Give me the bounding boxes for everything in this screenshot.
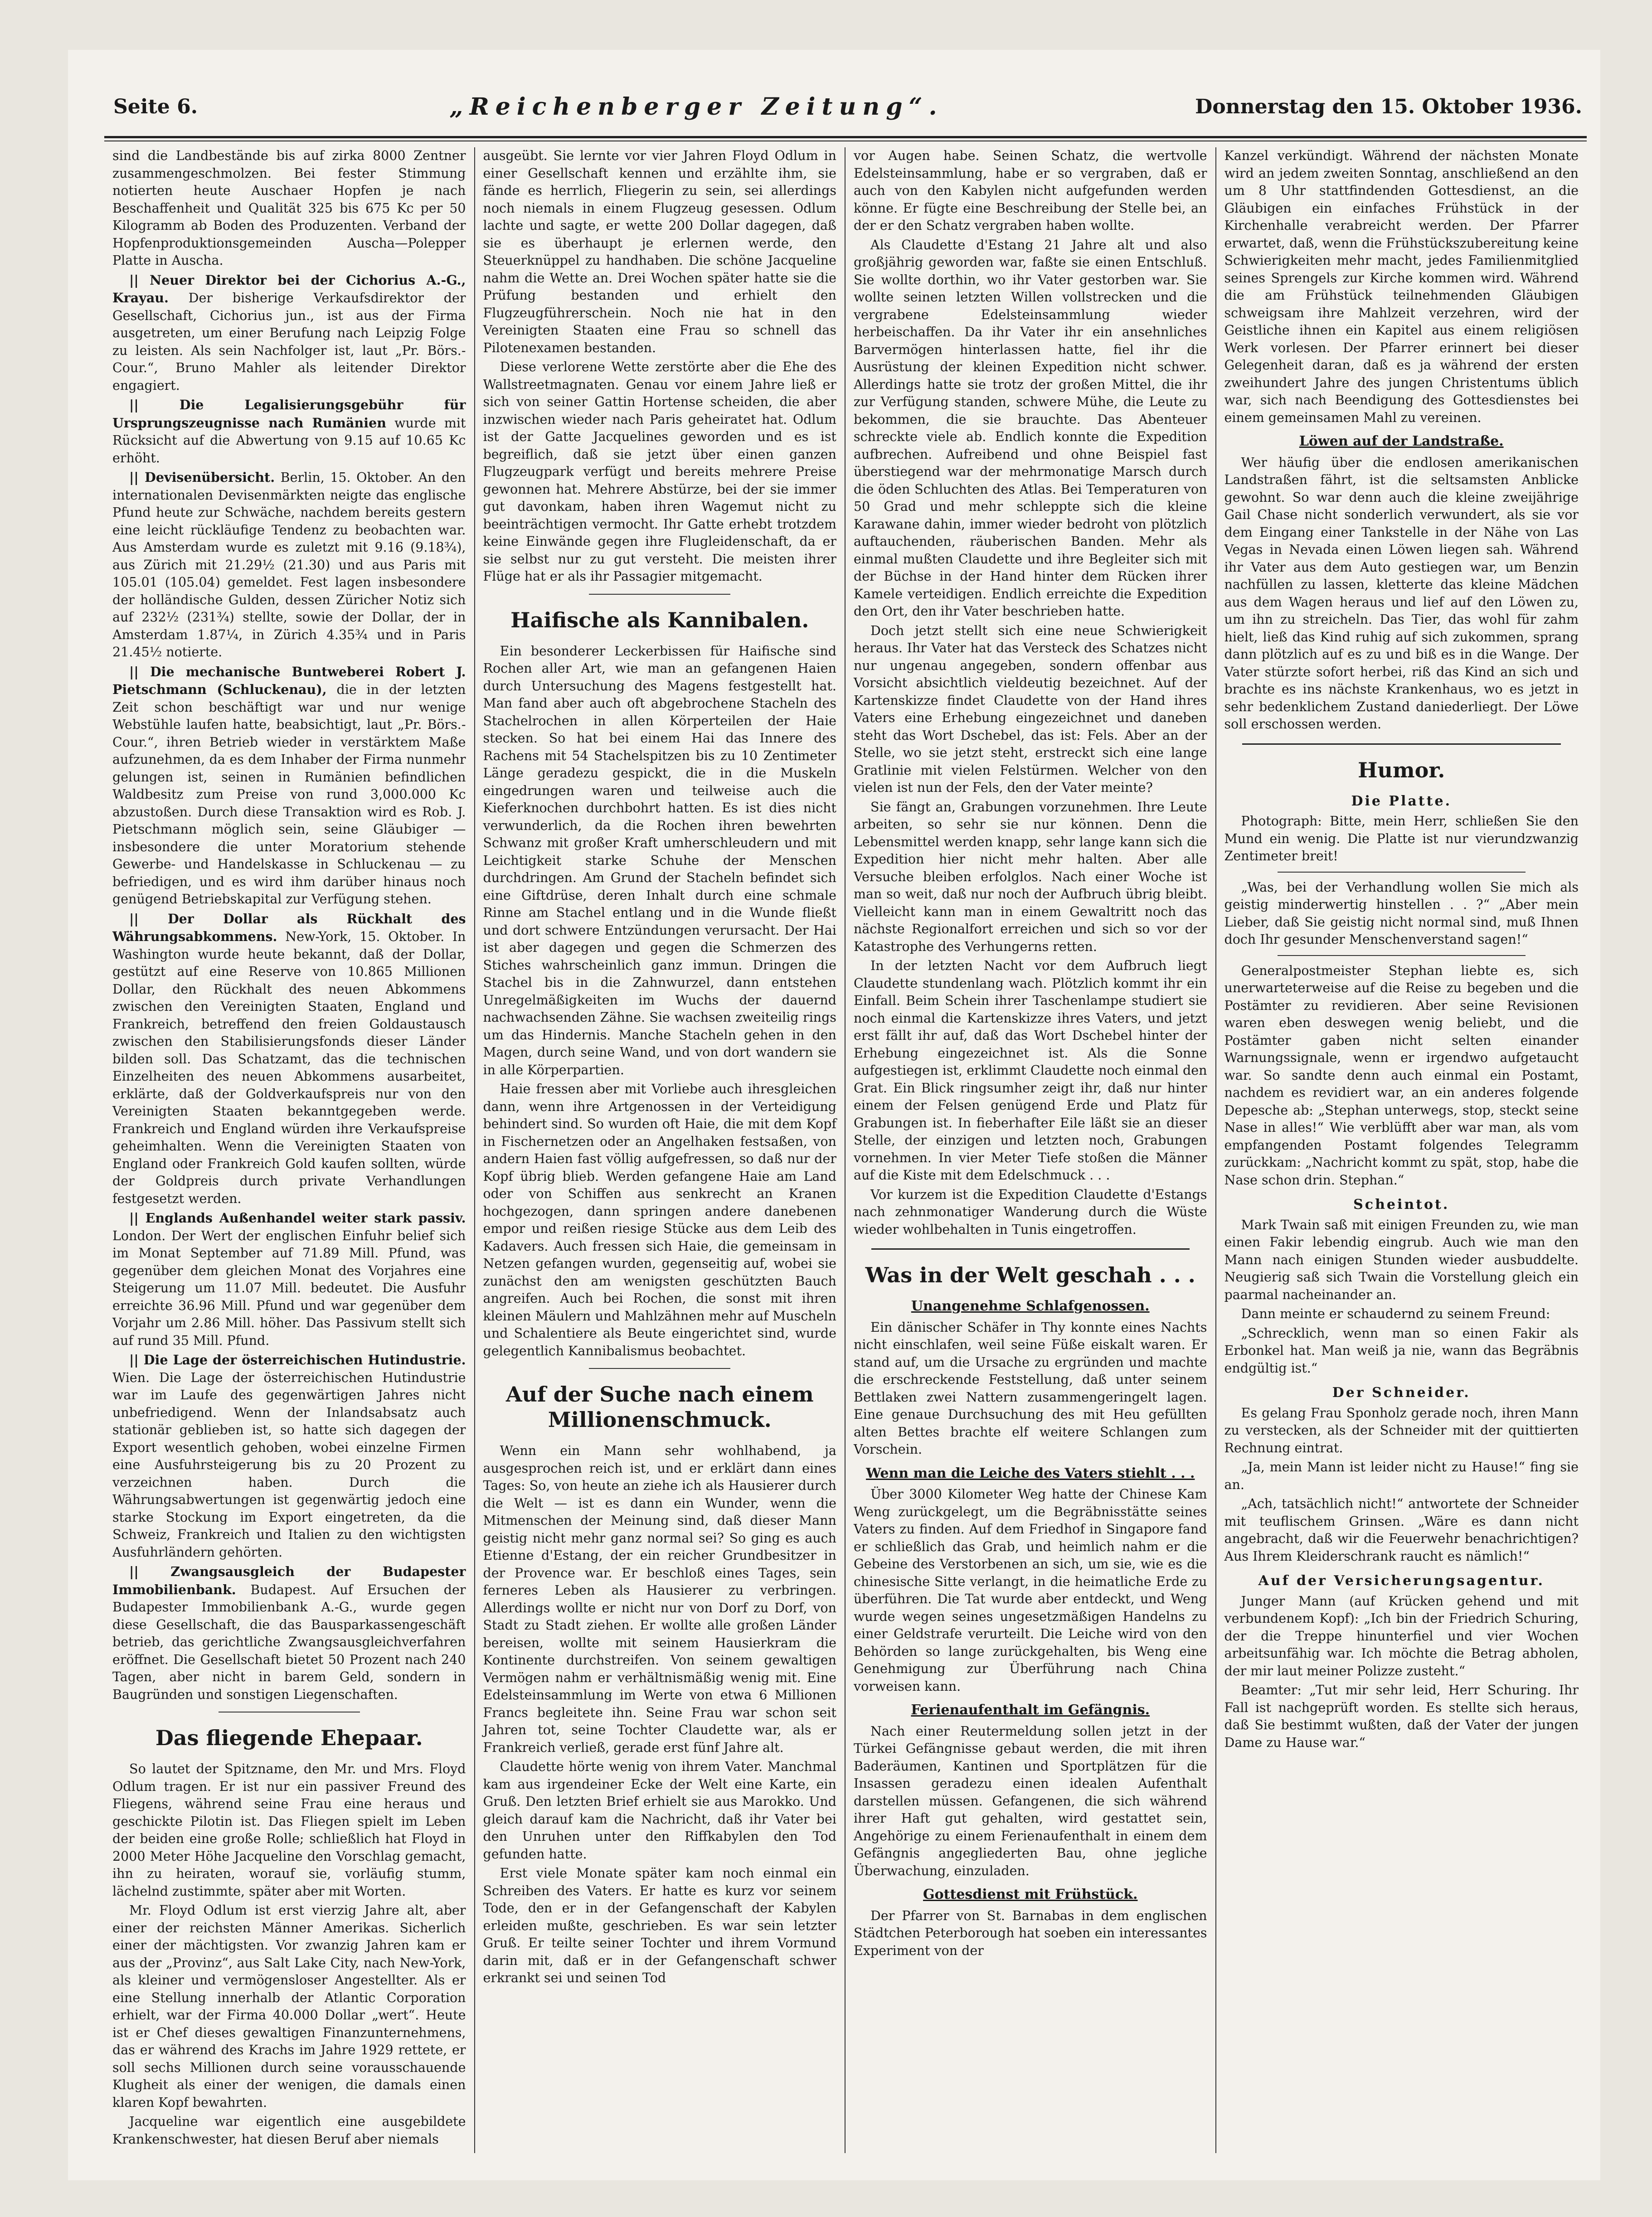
sub-headline: Löwen auf der Landstraße. [1299,433,1504,449]
paragraph: Generalpostmeister Stephan liebte es, sich unerwarteterweise auf die Reise zu begeben und die Postämter zu revidieren. Aber seine Revisionen waren eben deswegen wenig beliebt, und die Postämter gaben nicht selten einander Warnungssignale, wenn er irgendwo aufgetaucht war. So sandte denn auch einmal ein Postamt, nachdem es revidiert war, an ein anderes folgende Depesche ab: „Stephan unterwegs, stop, steckt seine Nase in alles!“ Wie verblüfft aber war man, als vom empfangenden Postamt folgendes Telegramm zurückkam: „Nachricht kommt zu spät, stop, habe die Nase schon drin. Stephan.“ [1224,963,1579,1188]
paragraph: Der Pfarrer von St. Barnabas in dem englischen Städtchen Peterborough hat soeben ein interessantes Experiment von der [854,1908,1207,1958]
news-headline: || Devisenübersicht. [129,470,275,485]
news-headline: || Neuer Direktor bei der Cichorius A.-G., Krayau. [112,272,466,306]
sub-headline: Unangenehme Schlafgenossen. [911,1298,1150,1314]
paragraph: Kanzel verkündigt. Während der nächsten Monate wird an jedem zweiten Sonntag, anschließend an den um 8 Uhr stattfindenden Gottesdienst, an die Gläubigen ein einfaches Frühstück in der Kirchenhalle verabreicht werden. Der Pfarrer erwartet, daß, wenn die Frühstückszubereitung keine Schwierigkeiten mehr macht, jedes Familienmitglied seines Sprengels zur Kirche kommen wird. Während die am Frühstück teilnehmenden Gläubigen schweigsam ihre Mahlzeit verzehren, wird der Geistliche ihnen ein Kapitel aus einem religiösen Werk vorlesen. Der Pfarrer erinnert bei dieser Gelegenheit daran, daß es ja während der ersten zweihundert Jahre des jungen Christentums üblich war, sich nach Beendigung des Gottesdienstes bei einem gemeinsamen Mahl zu vereinen. [1224,148,1579,425]
joke-title: Der Schneider. [1332,1385,1471,1401]
header-rule [104,136,1587,138]
paragraph: Als Claudette d'Estang 21 Jahre alt und also großjährig geworden war, faßte sie einen Entschluß. Sie wollte dorthin, wo ihr Vater gestorben war. Sie wollte seinen letzten Willen vollstrecken und die vergrabene Edelsteinsammlung wieder herbeischaffen. Da ihr Vater ihr ein ansehnliches Barvermögen hinterlassen hatte, fiel ihr die Ausrüstung der kleinen Expedition nicht schwer. Allerdings hatte sie trotz der großen Mittel, die ihr zur Verfügung standen, schwere Mühe, die Leute zu bekommen, die sie brauchte. Das Abenteuer schreckte viele ab. Endlich konnte die Expedition aufbrechen. Aufreibend und ohne Beispiel fast überstiegend war der mehrmonatige Marsch durch die öden Schluchten des Atlas. Bei Temperaturen von 50 Grad und mehr schleppte sich die kleine Karawane dahin, immer wieder bedroht von plötzlich auftauchenden, räuberischen Banden. Mehr als einmal mußten Claudette und ihre Begleiter sich mit der Büchse in der Hand hinter dem Rücken ihrer Kamele verteidigen. Endlich erreichte die Expedition den Ort, den ihr Vater beschrieben hatte. [854,237,1207,619]
paragraph: Es gelang Frau Sponholz gerade noch, ihren Mann zu verstecken, als der Schneider mit der quittierten Rechnung eintrat. [1224,1405,1579,1455]
paragraph: sind die Landbestände bis auf zirka 8000 Zentner zusammengeschmolzen. Bei fester Stimmung notierten heute Auschaer Hopfen je nach Beschaffenheit und Qualität 325 bis 675 Kc per 50 Kilogramm ab Boden des Produzenten. Verband der Hopfenproduktionsgemeinden Auscha—Polepper Platte in Auscha. [112,148,466,268]
paragraph: Doch jetzt stellt sich eine neue Schwierigkeit heraus. Ihr Vater hat das Versteck des Schatzes nicht nur ungenau angegeben, sondern offenbar aus Vorsicht absichtlich vieldeutig bezeichnet. Auf der Kartenskizze findet Claudette von der Hand ihres Vaters eine Erhebung eingezeichnet und daneben steht das Wort Dschebel, das ist: Fels. Aber an der Stelle, wo sie jetzt steht, erstreckt sich eine lange Gratlinie mit vielen Felstürmen. Welcher von den vielen ist nun der Fels, den der Vater meinte? [854,623,1207,795]
paragraph: Haie fressen aber mit Vorliebe auch ihresgleichen dann, wenn ihre Artgenossen in der Verteidigung behindert sind. So wurden oft Haie, die mit dem Kopf in Fischernetzen oder an Angelhaken festsaßen, von andern Haien fast völlig aufgefressen, so daß nur der Kopf übrig blieb. Werden gefangene Haie am Land oder von Schiffen aus senkrecht an Kranen hochgezogen, dann springen andere danebenen empor und reißen riesige Stücke aus dem Leib des Kadavers. Auch fressen sich Haie, die gemeinsam in Netzen gefangen wurden, gegenseitig auf, wobei sie zunächst den am wenigsten geschützten Bauch angreifen. Auch bei Rochen, die sonst mit ihren kleinen Mäulern und Mahlzähnen mehr auf Muscheln und Schalentiere als Beute eingerichtet sind, wurde gelegentlich Kannibalismus beobachtet. [483,1082,836,1358]
paragraph: Ein besonderer Leckerbissen für Haifische sind Rochen aller Art, wie man an gefangenen Haien durch Untersuchung des Magens festgestellt hat. Man fand aber auch oft abgebrochene Stacheln des Stachelrochen in allen Körperteilen der Haie stecken. So hat bei einem Hai das Innere des Rachens mit 54 Stachelspitzen bis zu 10 Zentimeter Länge geradezu gespickt, die in die Muskeln eingedrungen waren und teilweise auch die Kieferknochen durchbohrt hatten. Es ist dies nicht verwunderlich, da die Rochen ihren bewehrten Schwanz mit großer Kraft umherschleudern und mit Leichtigkeit starke Schuhe der Menschen durchdringen. Am Grund der Stacheln befindet sich eine Giftdrüse, deren Inhalt durch eine schmale Rinne am Stachel entlang und in die Wunde fließt und dort schwere Entzündungen verursacht. Der Hai ist aber dagegen und gegen die Schmerzen des Stiches wahrscheinlich ganz immun. Dringen die Stachel bis in die Zahnwurzel, dann entstehen Unregelmäßigkeiten im Wuchs der dauernd nachwachsenden Zähne. Sie wachsen zweiteilig rings um das Hindernis. Manche Stacheln gehen in den Magen, durch seine Wand, und von dort wandern sie in alle Körperpartien. [483,643,836,1077]
separator [589,594,730,595]
news-headline: || Die Legalisierungsgebühr für Ursprungszeugnisse nach Rumänien [112,397,466,431]
column-4 [1216,147,1587,2153]
paragraph: Sie fängt an, Grabungen vorzunehmen. Ihre Leute arbeiten, so sehr sie nur können. Denn die Lebensmittel werden knapp, sehr lange kann sich die Expedition hier nicht mehr halten. Aber alle Versuche bleiben erfolglos. Nach einer Woche ist man so weit, daß nur noch der Aufbruch übrig bleibt. Vielleicht kann man in einem Gewaltritt noch das nächste Regionalfort erreichen und sich so vor der Katastrophe des Verhungerns retten. [854,799,1207,954]
sub-headline: Wenn man die Leiche des Vaters stiehlt . . . [866,1465,1195,1481]
paragraph: So lautet der Spitzname, den Mr. und Mrs. Floyd Odlum tragen. Er ist nur ein passiver Freund des Fliegens, während seine Frau eine heraus und geschickte Pilotin ist. Das Fliegen spielt im Leben der beiden eine große Rolle; schließlich hat Floyd in 2000 Meter Höhe Jacqueline den Vorschlag gemacht, ihn zu heiraten, worauf sie, vorläufig stumm, lächelnd zustimmte, später aber mit Worten. [112,1761,466,1899]
article-title: Das fliegende Ehepaar. [155,1726,423,1750]
separator [1278,872,1526,873]
paragraph: London. Der Wert der englischen Einfuhr belief sich im Monat September auf 71.89 Mill. Pfund, was gegenüber dem gleichen Monat des Vorjahres eine Steigerung um 11.07 Mill. bedeutet. Die Ausfuhr erreichte 36.96 Mill. Pfund und war gegenüber dem Vorjahr um 2.86 Mill. höher. Das Passivum stellt sich auf rund 35 Mill. Pfund. [112,1228,466,1348]
separator [589,1368,730,1369]
paragraph: „Schrecklich, wenn man so einen Fakir als Erbonkel hat. Man weiß ja nie, wann das Begräbnis endgültig ist.“ [1224,1325,1579,1376]
paragraph: ausgeübt. Sie lernte vor vier Jahren Floyd Odlum in einer Gesellschaft kennen und erzählte ihm, sie fände es herrlich, Fliegerin zu sein, sei allerdings noch niemals in einem Flugzeug gesessen. Odlum lachte und sagte, er wette 200 Dollar dagegen, daß sie es überhaupt je erlernen werde, den Steuerknüppel zu handhaben. Die schöne Jacqueline nahm die Wette an. Drei Wochen später hatte sie die Prüfung bestanden und erhielt den Flugzeugführerschein. Noch nie hat in den Vereinigten Staaten eine Frau so schnell das Pilotenexamen bestanden. [483,148,836,355]
paragraph: die in der letzten Zeit schon beschäftigt war und nur wenige Webstühle laufen hatte, beabsichtigt, laut „Pr. Börs.-Cour.“, ihren Betrieb wieder in verstärktem Maße aufzunehmen, da es dem Inhaber der Firma nunmehr gelungen ist, seinen in Rumänien befindlichen Waldbesitz zum Preise von rund 3,000.000 Kc abzustoßen. Durch diese Transaktion wird es Rob. J. Pietschmann möglich sein, seine Gläubiger — insbesondere die unter Moratorium stehende Gewerbe- und Handelskasse in Schluckenau — zu befriedigen, und es wird ihm darüber hinaus noch genügend Betriebskapital zur Verfügung stehen. [112,682,466,907]
paragraph: Budapest. Auf Ersuchen der Budapester Immobilienbank A.-G., wurde gegen diese Gesellschaft, die das Bausparkassengeschäft betrieb, das gerichtliche Zwangsausgleichverfahren eröffnet. Die Gesellschaft bietet 50 Prozent nach 240 Tagen, aber nicht in barem Geld, sondern in Baugründen und sonstigen Liegenschaften. [112,1582,466,1702]
columns [104,147,1587,2153]
page-number: Seite 6. [113,95,198,118]
paragraph: Junger Mann (auf Krücken gehend und mit verbundenem Kopf): „Ich bin der Friedrich Schuring, der die Treppe hinunterfiel und vier Wochen arbeitsunfähig war. Ich möchte die Betrag abholen, der mir laut meiner Polizze zusteht.“ [1224,1593,1579,1679]
paragraph: Vor kurzem ist die Expedition Claudette d'Estangs nach zehnmonatiger Wanderung durch die Wüste wieder wohlbehalten in Tunis eingetroffen. [854,1187,1207,1237]
paragraph: Der bisherige Verkaufsdirektor der Gesellschaft, Cichorius jun., ist aus der Firma ausgetreten, um einer Berufung nach Leipzig Folge zu leisten. Als sein Nachfolger ist, laut „Pr. Börs.-Cour.“, Bruno Mahler als leitender Direktor engagiert. [112,291,466,393]
paragraph: „Ach, tatsächlich nicht!“ antwortete der Schneider mit teuflischem Grinsen. „Wäre es dann nicht angebracht, daß wir die Feuerwehr benachrichtigen? Aus Ihrem Kleiderschrank raucht es nämlich!“ [1224,1496,1579,1564]
masthead-title: „Reichenberger Zeitung“. [449,92,943,121]
paragraph: Wer häufig über die endlosen amerikanischen Landstraßen fährt, ist die seltsamsten Anblicke gewohnt. So war denn auch die kleine zweijährige Gail Chase nicht sonderlich verwundert, als sie vor dem Eingang einer Tankstelle in der Nähe von Las Vegas in Nevada einen Löwen liegen sah. Während ihr Vater aus dem Auto gestiegen war, um Benzin nachfüllen zu lassen, kletterte das kleine Mädchen aus dem Wagen heraus und lief auf den Löwen zu, um ihn zu streicheln. Das Tier, das wohl für zahm hielt, ließ das Kind ruhig auf sich zukommen, sprang dann plötzlich auf es zu und biß es in die Wange. Der Vater stürzte sofort herbei, riß das Kind an sich und brachte es ins nächste Krankenhaus, wo es jetzt in sehr bedenklichem Zustand daniederliegt. Der Löwe soll erschossen werden. [1224,455,1579,732]
paragraph: Wenn ein Mann sehr wohlhabend, ja ausgesprochen reich ist, und er erklärt dann eines Tages: So, von heute an ziehe ich als Hausierer durch die Welt — ist es dann ein Wunder, wenn die Mitmenschen der Meinung sind, daß dieser Mann geistig nicht mehr ganz normal sei? So ging es auch Etienne d'Estang, der ein reicher Grundbesitzer in der Provence war. Er beschloß eines Tages, sein ferneres Leben als Hausierer zu verbringen. Allerdings wollte er nicht nur von Dorf zu Dorf, von Stadt zu Stadt ziehen. Er wollte alle großen Länder bereisen, wollte mit seinem Hausierkram die Kontinente durchstreifen. Von seinem gewaltigen Vermögen nahm er verhältnismäßig wenig mit. Eine Edelsteinsammlung im Werte von etwa 6 Millionen Francs begleitete ihn. Seine Frau war schon seit Jahren tot, seine Tochter Claudette war, als er Frankreich verließ, gerade erst fünf Jahre alt. [483,1443,836,1755]
article-title: Auf der Suche nach einem Millionenschmuck. [505,1382,814,1432]
joke-title: Scheintot. [1353,1197,1450,1213]
paragraph: Mr. Floyd Odlum ist erst vierzig Jahre alt, aber einer der reichsten Männer Amerikas. Sicherlich einer der mächtigsten. Vor zwanzig Jahren kam er aus der „Provinz“, aus Salt Lake City, nach New-York, als kleiner und vermögensloser Angestellter. Als er eine Stellung innerhalb der Atlantic Corporation erhielt, war der Firma 40.000 Dollar „wert“. Heute ist er Chef dieses gewaltigen Finanzunternehmens, das er während des Krachs im Jahre 1929 rettete, er soll sechs Millionen durch seine vorausschauende Klugheit als einer der wenigen, die damals einen klaren Kopf bewahrten. [112,1903,466,2110]
page-header [68,86,1600,127]
column-2 [475,147,846,2153]
article-title: Haifische als Kannibalen. [510,607,809,632]
column-3 [845,147,1216,2153]
sub-headline: Ferienaufenthalt im Gefängnis. [911,1702,1150,1718]
paragraph: Wien. Die Lage der österreichischen Hutindustrie war im Laufe des gegenwärtigen Jahres nicht unbefriedigend. Wenn der Inlandsabsatz auch stationär geblieben ist, so hatte sich dagegen der Export wesentlich gehoben, wobei einzelne Firmen eine Ausfuhrsteigerung bis zu 20 Prozent zu verzeichnen haben. Durch die Währungsabwertungen ist gegenwärtig jedoch eine starke Stockung im Export eingetreten, da die Schweiz, Frankreich und Italien zu den wichtigsten Ausfuhrländern gehörten. [112,1370,466,1560]
paragraph: In der letzten Nacht vor dem Aufbruch liegt Claudette stundenlang wach. Plötzlich kommt ihr ein Einfall. Beim Schein ihrer Taschenlampe studiert sie noch einmal die Kartenskizze ihres Vaters, und jetzt erst fällt ihr auf, daß das Wort Dschebel hinter der Erhebung eingezeichnet ist. Als die Sonne aufgestiegen ist, erklimmt Claudette noch einmal den Grat. Ein Blick ringsumher zeigt ihr, daß nur hinter einem der Felsen genügend Erde und Platz für Grabungen ist. In fieberhafter Eile läßt sie an dieser Stelle, der einzigen und letzten noch, Grabungen vornehmen. In vier Meter Tiefe stoßen die Männer auf die Kiste mit dem Edelschmuck . . . [854,958,1207,1183]
paragraph: Dann meinte er schaudernd zu seinem Freund: [1241,1306,1550,1321]
joke-title: Die Platte. [1351,793,1452,809]
news-headline: || Die mechanische Buntweberei Robert J. Pietschmann (Schluckenau), [112,664,466,697]
separator [1278,955,1526,956]
paragraph: wurde mit Rücksicht auf die Abwertung von 9.15 auf 10.65 Kc erhöht. [112,415,466,466]
news-headline: || Die Lage der österreichischen Hutindustrie. [129,1352,466,1368]
paragraph: Beamter: „Tut mir sehr leid, Herr Schuring. Ihr Fall ist nachgeprüft worden. Es stellte sich heraus, daß Sie bestimmt wußten, daß der Vater der jungen Dame zu Hause war.“ [1224,1683,1579,1750]
news-headline: || Englands Außenhandel weiter stark passiv. [129,1210,466,1226]
column-1 [104,147,475,2153]
article-title: Humor. [1358,757,1445,782]
joke-title: Auf der Versicherungsagentur. [1258,1573,1545,1589]
paragraph: Claudette hörte wenig von ihrem Vater. Manchmal kam aus irgendeiner Ecke der Welt eine Karte, ein Gruß. Den letzten Brief erhielt sie aus Marokko. Und gleich darauf kam die Nachricht, daß ihr Vater bei den Unruhen unter den Riffkabylen den Tod gefunden hatte. [483,1759,836,1862]
paragraph: Erst viele Monate später kam noch einmal ein Schreiben des Vaters. Er hatte es kurz vor seinem Tode, den er in der Gefangenschaft der Kabylen erleiden mußte, geschrieben. Es war sein letzter Gruß. Er teilte seiner Tochter und ihrem Vormund darin mit, daß er in der Gefangenschaft schwer erkrankt sei und seinen Tod [483,1866,836,1985]
paragraph: Diese verlorene Wette zerstörte aber die Ehe des Wallstreetmagnaten. Genau vor einem Jahre ließ er sich von seiner Gattin Hortense scheiden, die aber inzwischen wieder nach Paris geheiratet hat. Odlum ist der Gatte Jacquelines geworden und es ist begreiflich, daß sie jetzt über einen ganzen Flugzeugpark verfügt und bereits mehrere Preise gewonnen hat. Mehrere Abstürze, bei der sie immer gut davonkam, haben ihren Wagemut nicht zu beeinträchtigen vermocht. Ihr Gatte erhebt trotzdem keine Einwände gegen ihre Flugleidenschaft, da er sie selbst nur zu gut versteht. Die meisten ihrer Flüge hat er als ihr Passagier mitgemacht. [483,359,836,584]
paragraph: Mark Twain saß mit einigen Freunden zu, wie man einen Fakir lebendig eingrub. Auch wie man den Mann nach einigen Stunden wieder ausbuddelte. Neugierig saß sich Twain die Vorstellung gleich ein paarmal nacheinander an. [1224,1217,1579,1302]
issue-date: Donnerstag den 15. Oktober 1936. [1195,95,1582,118]
news-headline: || Zwangsausgleich der Budapester Immobilienbank. [112,1564,466,1597]
paragraph: Ein dänischer Schäfer in Thy konnte eines Nachts nicht einschlafen, weil seine Füße eiskalt waren. Er stand auf, um die Ursache zu ergründen und machte die erschreckende Feststellung, daß unter seinem Bettlaken zwei Nattern zusammengeringelt lagen. Eine genaue Durchsuchung des mit Heu gefüllten alten Bettes brachte elf weitere Schlangen zum Vorschein. [854,1320,1207,1457]
sub-headline: Gottesdienst mit Frühstück. [923,1887,1138,1902]
separator [1242,743,1561,745]
paragraph: Berlin, 15. Oktober. An den internationalen Devisenmärkten neigte das englische Pfund heute zur Schwäche, nachdem bereits gestern eine leicht rückläufige Tendenz zu beobachten war. Aus Amsterdam wurde es zuletzt mit 9.16 (9.18¾), aus Zürich mit 21.29½ (21.30) und aus Paris mit 105.01 (105.04) gemeldet. Fest lagen insbesondere der holländische Gulden, dessen Züricher Notiz sich auf 232½ (231¾) stellte, sowie der Dollar, der in Amsterdam 1.87¼, in Zürich 4.35¾ und in Paris 21.45½ notierte. [112,470,466,660]
news-headline: || Der Dollar als Rückhalt des Währungsabkommens. [112,911,466,944]
paragraph: Photograph: Bitte, mein Herr, schließen Sie den Mund ein wenig. Die Platte ist nur vierundzwanzig Zentimeter breit! [1224,814,1579,864]
paragraph: Jacqueline war eigentlich eine ausgebildete Krankenschwester, hat diesen Beruf aber niemals [112,2114,466,2147]
newspaper-page [68,50,1600,2180]
paragraph: „Was, bei der Verhandlung wollen Sie mich als geistig minderwertig hinstellen . . ?“ „Aber mein Lieber, daß Sie geistig nicht normal sind, muß Ihnen doch Ihr gesunder Menschenverstand sagen!“ [1224,879,1579,947]
separator [871,1248,1190,1250]
paragraph: Über 3000 Kilometer Weg hatte der Chinese Kam Weng zurückgelegt, um die Begräbnisstätte seines Vaters zu finden. Auf dem Friedhof in Singapore fand er schließlich das Grab, und heimlich nahm er die Gebeine des Verstorbenen an sich, um sie, wie es die chinesische Sitte verlangt, in die heimatliche Erde zu überführen. Die Tat wurde aber entdeckt, und Weng wurde wegen seines ungesetzmäßigen Handelns zu einer Geldstrafe verurteilt. Die Leiche wird von den Behörden so lange zurückgehalten, bis Weng eine Genehmigung zur Überführung nach China vorweisen kann. [854,1487,1207,1694]
article-title: Was in der Welt geschah . . . [865,1263,1195,1287]
paragraph: „Ja, mein Mann ist leider nicht zu Hause!“ fing sie an. [1224,1460,1579,1492]
paragraph: vor Augen habe. Seinen Schatz, die wertvolle Edelsteinsammlung, habe er so vergraben, daß er auch von den Kabylen nicht aufgefunden werden könne. Er fügte eine Beschreibung der Stelle bei, an der er den Schatz vergraben haben wollte. [854,148,1207,233]
paragraph: New-York, 15. Oktober. In Washington wurde heute bekannt, daß der Dollar, gestützt auf eine Reserve von 10.865 Millionen Dollar, den Rückhalt des neuen Abkommens zwischen den Vereinigten Staaten, England und Frankreich, betreffend den freien Goldaustausch zwischen den Stabilisierungsfonds dieser Länder bilden soll. Das Schatzamt, das die technischen Einzelheiten des neuen Abkommens ausarbeitet, erklärte, daß der Goldverkaufspreis nur von den Vereinigten Staaten bekanntgegeben werde. Frankreich und England würden ihre Verkaufspreise geheimhalten. Wenn die Vereinigten Staaten von England oder Frankreich Gold kaufen sollten, würde der Goldpreis durch private Verhandlungen festgesetzt werden. [112,929,466,1206]
paragraph: Nach einer Reutermeldung sollen jetzt in der Türkei Gefängnisse gebaut werden, die mit ihren Baderäumen, Kantinen und Sportplätzen für die Insassen geradezu einen idealen Aufenthalt darstellen müssen. Gefangenen, die sich während ihrer Haft gut gehalten, wird gestattet sein, Angehörige zu einem Ferienaufenthalt in einem dem Gefängnis angegliederten Bau, ohne jegliche Überwachung, einzuladen. [854,1723,1207,1878]
